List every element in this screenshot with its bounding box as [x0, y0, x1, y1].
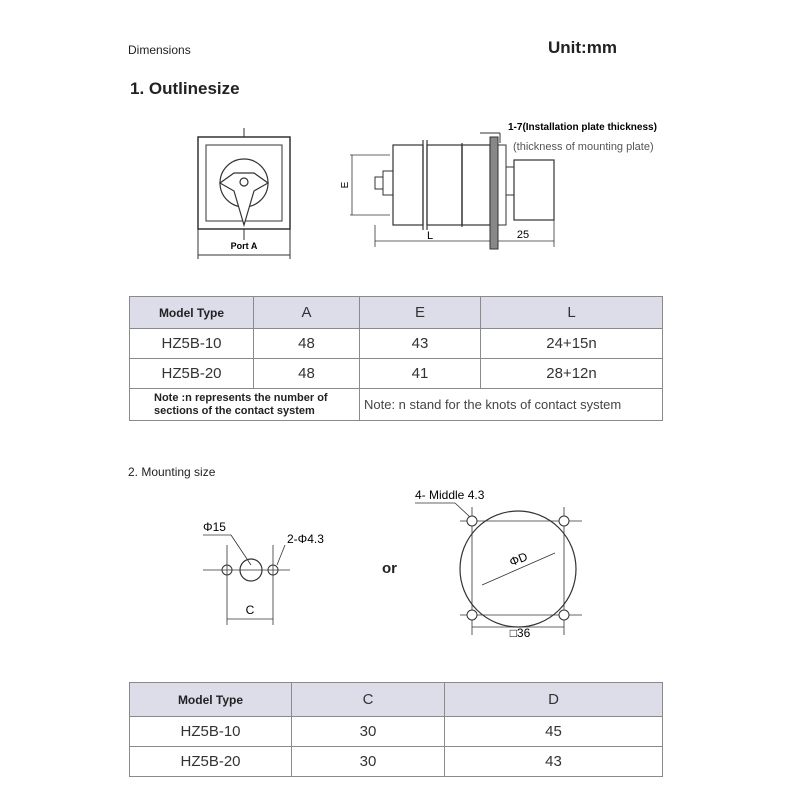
knob-side [514, 160, 554, 220]
dim-25-label: 25 [516, 229, 530, 241]
square-mounting-diagram [410, 485, 600, 645]
front-view-drawing [190, 125, 305, 260]
table-note-row [130, 389, 663, 421]
unit-label: Unit:mm [548, 38, 617, 57]
table1-cell: 48 [254, 359, 360, 389]
table2-cell: HZ5B-20 [130, 747, 292, 777]
table2-header-model: Model Type [130, 683, 292, 717]
install-thickness-label: 1-7(Installation plate thickness) [508, 122, 657, 133]
knob-handle [220, 173, 268, 225]
table2-cell: 43 [445, 747, 663, 777]
l-dimension-label: L [426, 230, 434, 242]
table1-header-model: Model Type [130, 297, 254, 329]
dimensions-header: Dimensions [128, 43, 191, 57]
d-dimension-label: ΦD [507, 549, 530, 570]
table1-cell: 48 [254, 329, 360, 359]
table1-cell: HZ5B-10 [130, 329, 254, 359]
switch-body-section [427, 145, 462, 225]
table2-cell: HZ5B-10 [130, 717, 292, 747]
mounting-size-table [129, 682, 663, 777]
mounting-hole-diagram [195, 515, 355, 630]
table1-header-l: L [481, 297, 663, 329]
phi15-label: Φ15 [203, 520, 226, 534]
table1-cell: 28+12n [481, 359, 663, 389]
table1-cell: 24+15n [481, 329, 663, 359]
or-label: or [382, 560, 397, 577]
note-left: Note :n represents the number of sections of the contact system [130, 389, 360, 421]
table1-header-a: A [254, 297, 360, 329]
outline-size-table [129, 296, 663, 421]
table-row [130, 747, 663, 777]
section1-title: 1. Outlinesize [130, 79, 240, 98]
table1-cell: HZ5B-20 [130, 359, 254, 389]
phi43-label: 2-Φ4.3 [287, 532, 324, 546]
e-dimension-label: E [340, 181, 351, 189]
c-dimension-label: C [245, 603, 255, 617]
table2-header-d: D [445, 683, 663, 717]
table-row [130, 329, 663, 359]
table-row [130, 717, 663, 747]
mount-thickness-label: (thickness of mounting plate) [513, 141, 654, 153]
sq36-label: □36 [509, 626, 531, 640]
port-a-label: Port A [230, 241, 258, 251]
table-row [130, 359, 663, 389]
middle-label: 4- Middle 4.3 [415, 488, 485, 502]
switch-body-rear [393, 145, 423, 225]
note-right: Note: n stand for the knots of contact system [360, 389, 663, 421]
mounting-plate [490, 137, 498, 249]
table2-cell: 45 [445, 717, 663, 747]
section2-title: 2. Mounting size [128, 465, 216, 479]
table1-cell: 43 [360, 329, 481, 359]
table1-header-e: E [360, 297, 481, 329]
table2-header-c: C [292, 683, 445, 717]
side-view-drawing [330, 115, 670, 255]
table2-cell: 30 [292, 747, 445, 777]
table1-cell: 41 [360, 359, 481, 389]
table2-cell: 30 [292, 717, 445, 747]
